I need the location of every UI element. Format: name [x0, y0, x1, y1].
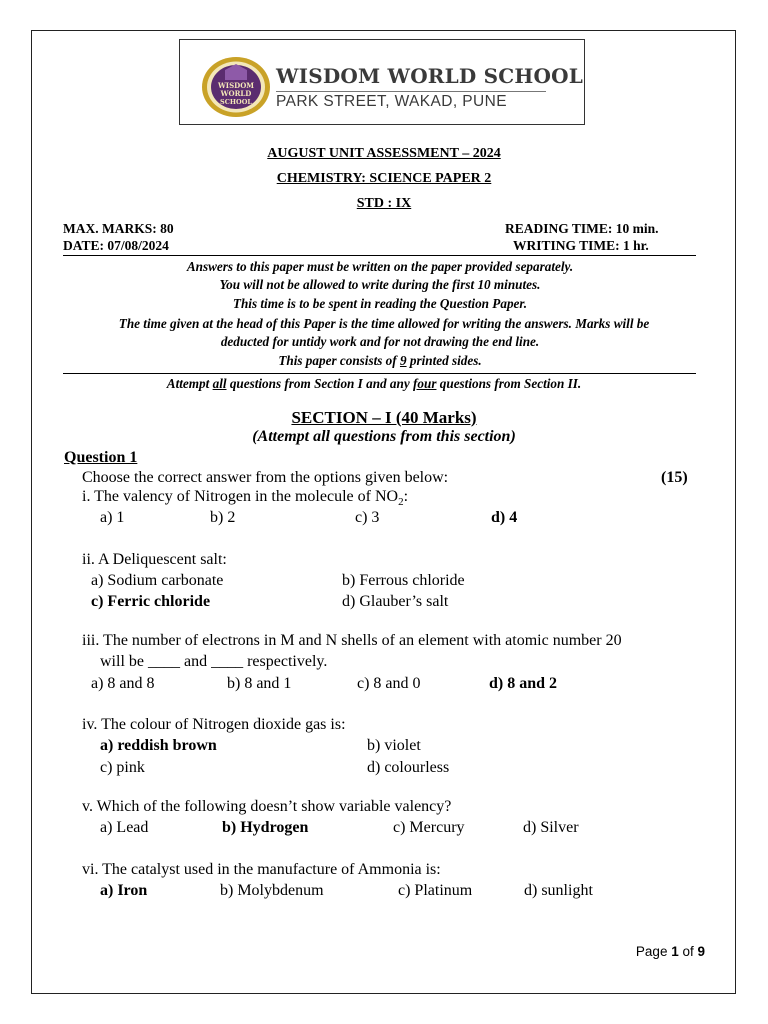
mcq-stem-continued: will be ____ and ____ respectively. — [100, 653, 328, 670]
svg-text:WORLD: WORLD — [220, 89, 252, 98]
question-marks: (15) — [661, 469, 688, 486]
mcq-stem: i. The valency of Nitrogen in the molecule of $NO_2$: — [82, 488, 409, 509]
mcq-option: a) 1 — [100, 509, 125, 526]
svg-text:WISDOM: WISDOM — [217, 81, 255, 90]
mcq-option-correct: b) Hydrogen — [222, 819, 309, 836]
writing-time: WRITING TIME: 1 hr. — [513, 238, 649, 253]
mcq-option: c) 3 — [355, 509, 380, 526]
mcq-option-correct: d) 4 — [491, 509, 518, 526]
school-address: PARK STREET, WAKAD, PUNE — [276, 93, 507, 110]
mcq-option: b) 8 and 1 — [227, 675, 292, 692]
instruction-line: The time given at the head of this Paper is the time allowed for writing the answers. Marks will be — [118, 316, 650, 331]
exam-subject: CHEMISTRY: SCIENCE PAPER 2 — [276, 171, 492, 186]
mcq-option-correct: d) 8 and 2 — [489, 675, 558, 692]
max-marks: MAX. MARKS: 80 — [63, 221, 174, 236]
page-number: Page 1 of 9 — [635, 944, 705, 959]
instruction-line: deducted for untidy work and for not drawing the end line. — [220, 334, 540, 349]
mcq-option: c) pink — [100, 759, 145, 776]
mcq-stem: vi. The catalyst used in the manufacture of Ammonia is: — [82, 861, 441, 878]
mcq-option-correct: a) reddish brown — [100, 737, 217, 754]
mcq-option-correct: c) Ferric chloride — [91, 593, 211, 610]
mcq-option: d) colourless — [367, 759, 450, 776]
mcq-option: c) Mercury — [393, 819, 465, 836]
mcq-option-correct: a) Iron — [100, 882, 148, 899]
instruction-line: You will not be allowed to write during the first 10 minutes. — [219, 277, 541, 292]
instruction-line: Answers to this paper must be written on the paper provided separately. — [186, 259, 574, 274]
instruction-line-pages: This paper consists of 9 printed sides. — [278, 353, 482, 368]
mcq-option: c) 8 and 0 — [357, 675, 421, 692]
mcq-stem: ii. A Deliquescent salt: — [82, 551, 227, 568]
exam-std: STD : IX — [356, 196, 412, 211]
question-prompt: Choose the correct answer from the options given below: — [82, 469, 449, 486]
attempt-instruction: Attempt all questions from Section I and any four questions from Section II. — [166, 376, 582, 391]
svg-text:SCHOOL: SCHOOL — [220, 98, 252, 106]
mcq-option: d) Glauber’s salt — [342, 593, 449, 610]
mcq-option: a) 8 and 8 — [91, 675, 155, 692]
mcq-option: a) Lead — [100, 819, 149, 836]
mcq-option: b) Ferrous chloride — [342, 572, 465, 589]
section-subtitle: (Attempt all questions from this section) — [252, 428, 516, 445]
mcq-option: d) sunlight — [524, 882, 593, 899]
mcq-stem: v. Which of the following doesn’t show variable valency? — [82, 798, 452, 815]
mcq-stem: iv. The colour of Nitrogen dioxide gas is: — [82, 716, 346, 733]
school-name-divider — [276, 91, 546, 92]
mcq-option: c) Platinum — [398, 882, 473, 899]
exam-title: AUGUST UNIT ASSESSMENT – 2024 — [267, 146, 501, 161]
mcq-stem: iii. The number of electrons in M and N shells of an element with atomic number 20 — [82, 632, 622, 649]
mcq-option: a) Sodium carbonate — [91, 572, 224, 589]
instruction-line: This time is to be spent in reading the Question Paper. — [232, 296, 528, 311]
section-title: SECTION – I (40 Marks) — [291, 408, 477, 427]
school-header — [179, 39, 585, 125]
question-label: Question 1 — [64, 449, 138, 466]
mcq-option: b) Molybdenum — [220, 882, 324, 899]
mcq-option: d) Silver — [523, 819, 579, 836]
reading-time: READING TIME: 10 min. — [505, 221, 659, 236]
exam-date: DATE: 07/08/2024 — [63, 238, 169, 253]
divider-top — [63, 255, 696, 256]
mcq-option: b) violet — [367, 737, 421, 754]
divider-bottom — [63, 373, 696, 374]
mcq-option: b) 2 — [210, 509, 236, 526]
school-name: WISDOM WORLD SCHOOL — [276, 64, 583, 88]
school-seal-logo — [201, 56, 271, 118]
